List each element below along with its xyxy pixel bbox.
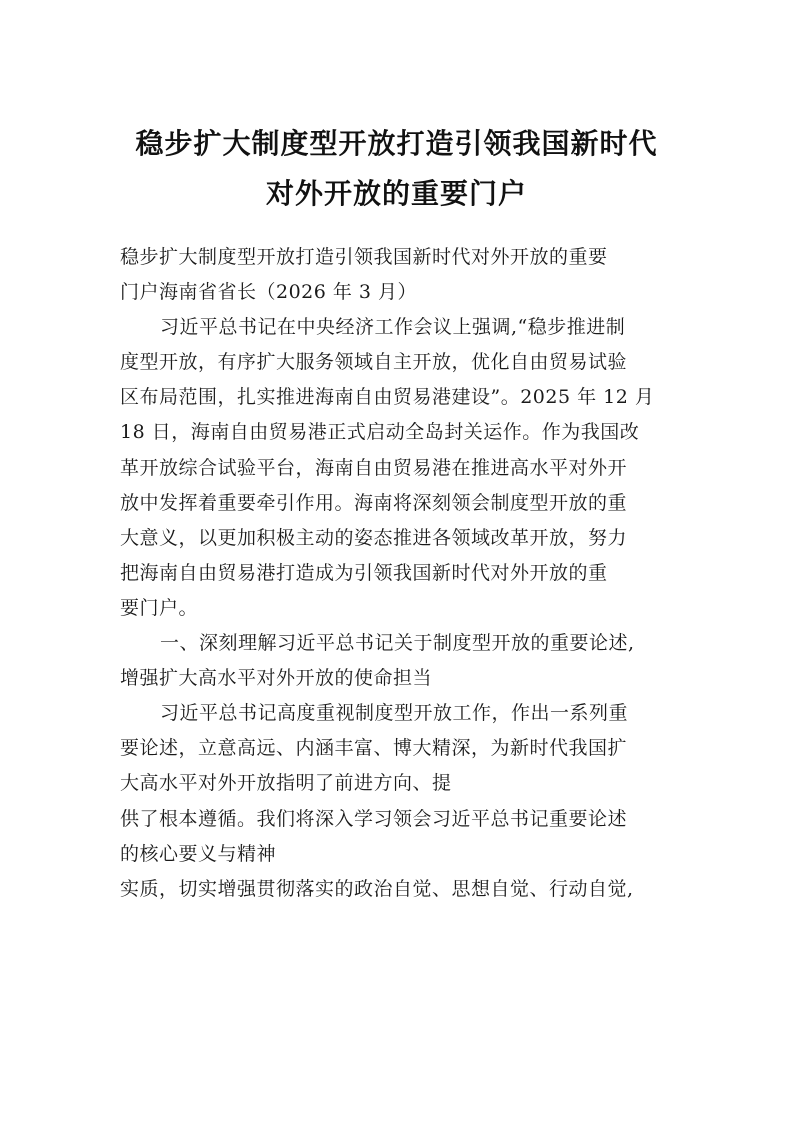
section-heading-line: 增强扩大高水平对外开放的使命担当 bbox=[120, 667, 433, 690]
body-line: 供了根本遵循。我们将深入学习领会习近平总书记重要论述 bbox=[120, 807, 628, 830]
body-line: 区布局范围，扎实推进海南自由贸易港建设”。2025 年 12 月 bbox=[120, 386, 655, 409]
section-heading-line: 一、深刻理解习近平总书记关于制度型开放的重要论述, bbox=[160, 632, 635, 655]
body-line: 要门户。 bbox=[120, 596, 199, 619]
body-line: 实质，切实增强贯彻落实的政治自觉、思想自觉、行动自觉, bbox=[120, 877, 634, 900]
body-line: 稳步扩大制度型开放打造引领我国新时代对外开放的重要 bbox=[120, 246, 608, 268]
body-line: 放中发挥着重要牵引作用。海南将深刻领会制度型开放的重 bbox=[120, 491, 628, 514]
body-line: 习近平总书记高度重视制度型开放工作，作出一系列重 bbox=[160, 702, 629, 725]
body-line: 把海南自由贸易港打造成为引领我国新时代对外开放的重 bbox=[120, 561, 608, 584]
body-line: 18 日，海南自由贸易港正式启动全岛封关运作。作为我国改 bbox=[120, 421, 640, 444]
document-title-line-2: 对外开放的重要门户 bbox=[265, 177, 527, 210]
body-line: 革开放综合试验平台，海南自由贸易港在推进高水平对外开 bbox=[120, 456, 628, 479]
body-line: 习近平总书记在中央经济工作会议上强调,“稳步推进制 bbox=[160, 316, 626, 339]
body-line: 大高水平对外开放指明了前进方向、提 bbox=[120, 772, 452, 795]
body-line: 门户海南省省长（2026 年 3 月） bbox=[120, 281, 418, 304]
body-line: 要论述，立意高远、内涵丰富、博大精深，为新时代我国扩 bbox=[120, 737, 628, 760]
body-line: 度型开放，有序扩大服务领域自主开放，优化自由贸易试验 bbox=[120, 351, 628, 374]
document-body bbox=[120, 240, 680, 907]
body-line: 大意义，以更加积极主动的姿态推进各领域改革开放，努力 bbox=[120, 526, 628, 549]
body-line: 的核心要义与精神 bbox=[120, 842, 277, 865]
document-title-line-1: 稳步扩大制度型开放打造引领我国新时代 bbox=[135, 127, 658, 160]
